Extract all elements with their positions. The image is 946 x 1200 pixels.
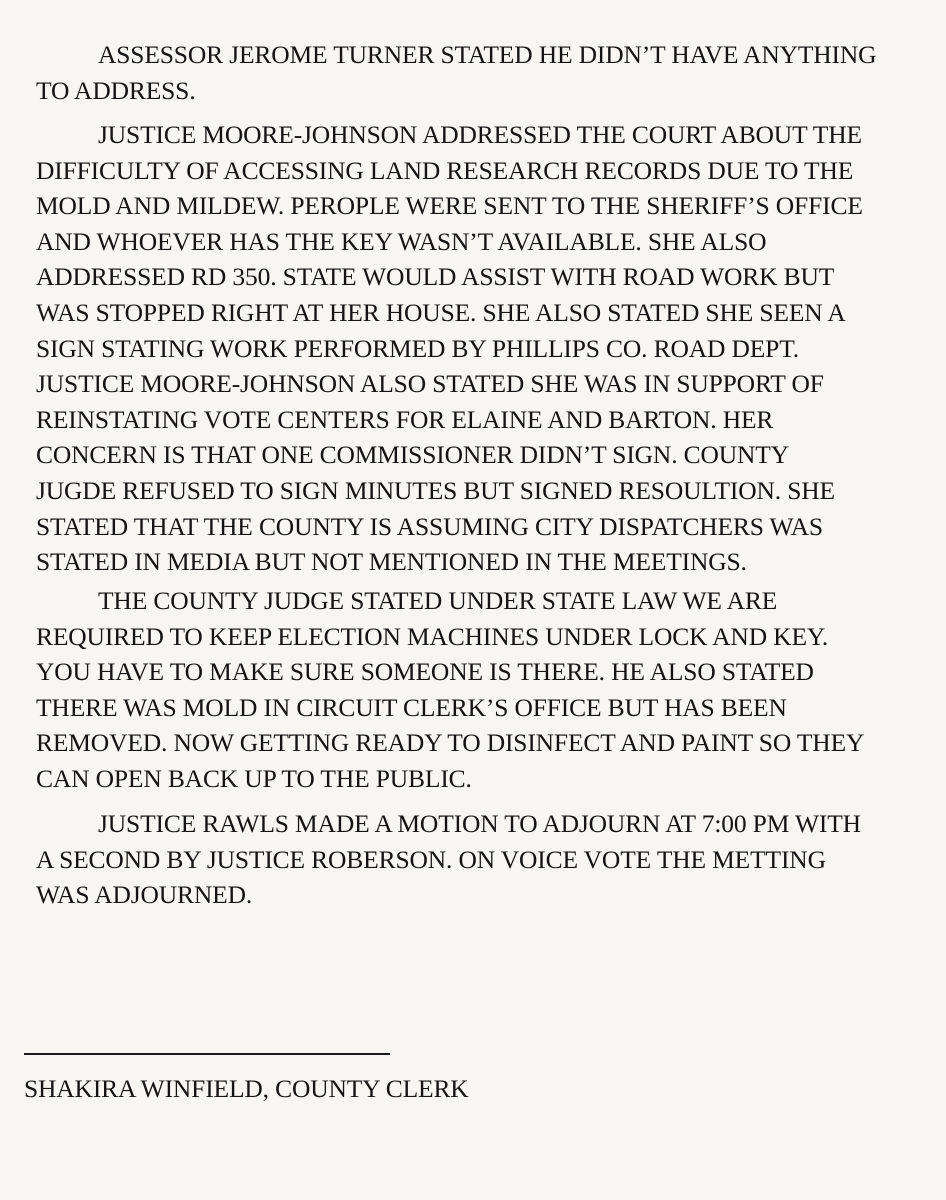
paragraph-line: MOLD AND MILDEW. PEROPLE WERE SENT TO THE SHERIFF’S OFFICE [36,191,863,221]
paragraph-line: CAN OPEN BACK UP TO THE PUBLIC. [36,763,472,793]
paragraph-line: REMOVED. NOW GETTING READY TO DISINFECT AND PAINT SO THEY [36,728,865,758]
paragraph-line: DIFFICULTY OF ACCESSING LAND RESEARCH RECORDS DUE TO THE [36,155,854,185]
paragraph-line: JUSTICE RAWLS MADE A MOTION TO ADJOURN AT 7:00 PM WITH [98,809,861,838]
signature-line [24,1053,390,1055]
paragraph-line: AND WHOEVER HAS THE KEY WASN’T AVAILABLE. SHE ALSO [36,226,767,256]
paragraph-line: ASSESSOR JEROME TURNER STATED HE DIDN’T HAVE ANYTHING [98,40,877,69]
paragraph-justice-moore-johnson [36,117,916,580]
paragraph-line: CONCERN IS THAT ONE COMMISSIONER DIDN’T SIGN. COUNTY [36,440,789,470]
paragraph-line: A SECOND BY JUSTICE ROBERSON. ON VOICE VOTE THE METTING [36,844,826,874]
paragraph-line: WAS ADJOURNED. [36,880,253,910]
paragraph-line: WAS STOPPED RIGHT AT HER HOUSE. SHE ALSO STATED SHE SEEN A [36,297,846,327]
paragraph-line: STATED IN MEDIA BUT NOT MENTIONED IN THE MEETINGS. [36,547,747,577]
paragraph-line: REINSTATING VOTE CENTERS FOR ELAINE AND BARTON. HER [36,404,774,434]
paragraph-line: REQUIRED TO KEEP ELECTION MACHINES UNDER LOCK AND KEY. [36,621,829,651]
paragraph-line: THE COUNTY JUDGE STATED UNDER STATE LAW WE ARE [98,586,778,615]
paragraph-line: STATED THAT THE COUNTY IS ASSUMING CITY DISPATCHERS WAS [36,511,823,541]
paragraph-assessor [36,37,916,108]
paragraph-line: JUSTICE MOORE-JOHNSON ALSO STATED SHE WAS IN SUPPORT OF [36,369,824,399]
paragraph-county-judge [36,583,916,797]
paragraph-adjournment [36,806,916,913]
paragraph-line: ADDRESSED RD 350. STATE WOULD ASSIST WITH ROAD WORK BUT [36,262,835,292]
paragraph-line: SIGN STATING WORK PERFORMED BY PHILLIPS CO. ROAD DEPT. [36,333,799,363]
signature-name-title: SHAKIRA WINFIELD, COUNTY CLERK [24,1074,469,1103]
paragraph-line: TO ADDRESS. [36,75,196,105]
paragraph-line: THERE WAS MOLD IN CIRCUIT CLERK’S OFFICE BUT HAS BEEN [36,692,787,722]
paragraph-line: JUSTICE MOORE-JOHNSON ADDRESSED THE COURT ABOUT THE [98,120,862,149]
paragraph-line: YOU HAVE TO MAKE SURE SOMEONE IS THERE. HE ALSO STATED [36,657,814,687]
paragraph-line: JUGDE REFUSED TO SIGN MINUTES BUT SIGNED RESOULTION. SHE [36,475,835,505]
